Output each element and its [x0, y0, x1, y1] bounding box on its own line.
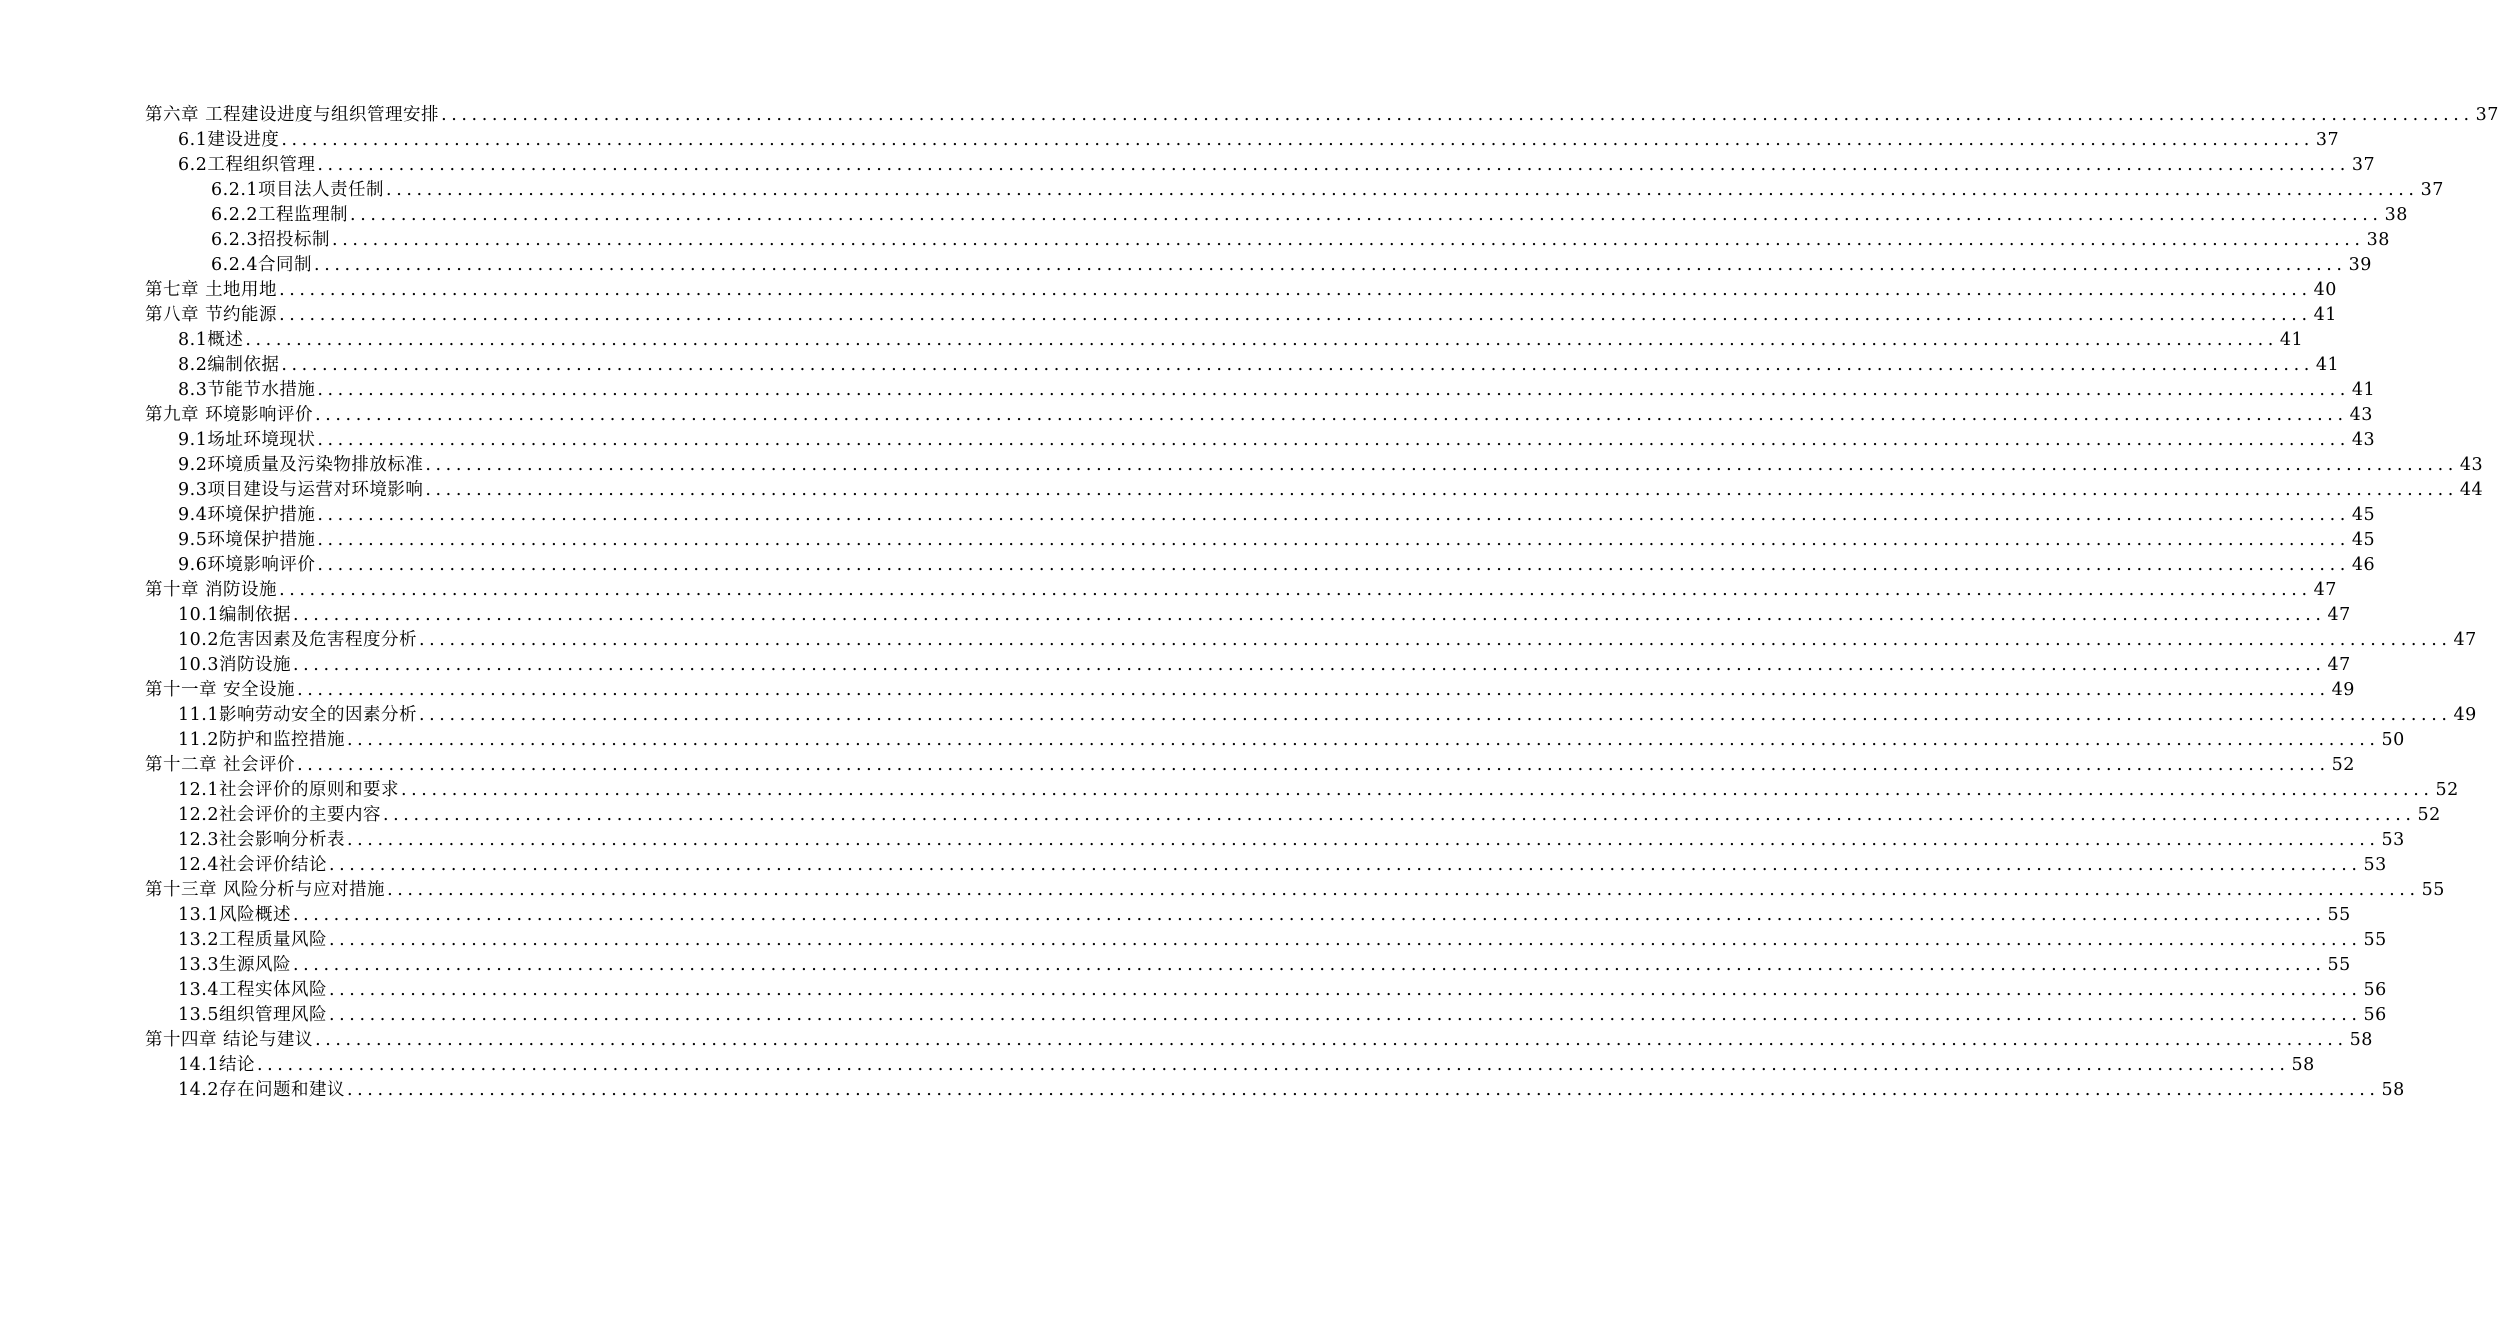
toc-dot-leader: ........................................................................................................................................................................................................ — [317, 430, 2350, 450]
toc-entry-title: 10.2危害因素及危害程度分析 — [178, 630, 417, 650]
toc-section-entry[interactable] — [145, 153, 2376, 178]
toc-page-number: 55 — [2421, 880, 2445, 900]
toc-dot-leader: ........................................................................................................................................................................................................ — [279, 305, 2312, 325]
toc-entry-title: 第七章 土地用地 — [145, 280, 278, 300]
toc-page-number: 37 — [2420, 180, 2444, 200]
toc-chapter-entry[interactable] — [145, 1028, 2373, 1053]
toc-page-number: 43 — [2349, 405, 2373, 425]
toc-dot-leader: ........................................................................................................................................................................................................ — [400, 780, 2434, 800]
toc-section-entry[interactable] — [145, 1003, 2387, 1028]
toc-entry-title: 13.3生源风险 — [178, 955, 291, 975]
toc-section-entry[interactable] — [145, 378, 2376, 403]
toc-dot-leader: ........................................................................................................................................................................................................ — [441, 105, 2474, 125]
toc-page-number: 44 — [2459, 480, 2484, 500]
toc-entry-title: 9.1场址环境现状 — [178, 430, 316, 450]
toc-dot-leader: ........................................................................................................................................................................................................ — [315, 405, 2348, 425]
toc-entry-title: 12.3社会影响分析表 — [178, 830, 345, 850]
toc-entry-title: 13.1风险概述 — [178, 905, 291, 925]
toc-entry-title: 12.4社会评价结论 — [178, 855, 327, 875]
toc-entry-title: 11.1影响劳动安全的因素分析 — [178, 705, 417, 725]
toc-page-number: 47 — [2313, 580, 2337, 600]
toc-page-number: 37 — [2315, 130, 2340, 150]
toc-page-number: 43 — [2459, 455, 2484, 475]
table-of-contents — [145, 103, 2499, 1103]
toc-entry-title: 9.2环境质量及污染物排放标准 — [178, 455, 424, 475]
toc-entry-title: 14.2存在问题和建议 — [178, 1080, 345, 1100]
toc-dot-leader: ........................................................................................................................................................................................................ — [346, 1080, 2380, 1100]
toc-page-number: 41 — [2313, 305, 2337, 325]
toc-dot-leader: ........................................................................................................................................................................................................ — [317, 155, 2350, 175]
toc-section-entry[interactable] — [145, 503, 2376, 528]
toc-section-entry[interactable] — [145, 453, 2484, 478]
toc-chapter-entry[interactable] — [145, 578, 2337, 603]
toc-page-number: 39 — [2348, 255, 2372, 275]
toc-entry-title: 10.3消防设施 — [178, 655, 291, 675]
toc-dot-leader: ........................................................................................................................................................................................................ — [292, 905, 2326, 925]
toc-dot-leader: ........................................................................................................................................................................................................ — [317, 530, 2350, 550]
toc-dot-leader: ........................................................................................................................................................................................................ — [292, 605, 2326, 625]
toc-section-entry[interactable] — [145, 128, 2340, 153]
toc-section-entry[interactable] — [145, 528, 2376, 553]
toc-section-entry[interactable] — [145, 628, 2477, 653]
toc-page-number: 43 — [2351, 430, 2376, 450]
toc-entry-title: 9.5环境保护措施 — [178, 530, 316, 550]
toc-page-number: 37 — [2475, 105, 2499, 125]
toc-page-number: 40 — [2313, 280, 2337, 300]
toc-page-number: 55 — [2327, 955, 2351, 975]
toc-entry-title: 10.1编制依据 — [178, 605, 291, 625]
toc-dot-leader: ........................................................................................................................................................................................................ — [297, 755, 2330, 775]
toc-section-entry[interactable] — [145, 853, 2387, 878]
toc-dot-leader: ........................................................................................................................................................................................................ — [328, 930, 2362, 950]
toc-section-entry[interactable] — [145, 903, 2351, 928]
toc-section-entry[interactable] — [145, 778, 2459, 803]
toc-entry-title: 9.6环境影响评价 — [178, 555, 316, 575]
toc-section-entry[interactable] — [145, 703, 2477, 728]
toc-section-entry[interactable] — [145, 328, 2304, 353]
toc-page-number: 45 — [2351, 530, 2376, 550]
toc-page-number: 47 — [2327, 655, 2351, 675]
toc-dot-leader: ........................................................................................................................................................................................................ — [328, 980, 2362, 1000]
toc-page-number: 53 — [2363, 855, 2387, 875]
toc-section-entry[interactable] — [145, 728, 2405, 753]
toc-page-number: 47 — [2327, 605, 2351, 625]
toc-entry-title: 8.3节能节水措施 — [178, 380, 316, 400]
toc-entry-title: 第十一章 安全设施 — [145, 680, 296, 700]
toc-entry-title: 第六章 工程建设进度与组织管理安排 — [145, 105, 440, 125]
toc-chapter-entry[interactable] — [145, 403, 2373, 428]
toc-dot-leader: ........................................................................................................................................................................................................ — [346, 830, 2380, 850]
toc-dot-leader: ........................................................................................................................................................................................................ — [279, 280, 2312, 300]
toc-entry-title: 第八章 节约能源 — [145, 305, 278, 325]
toc-page-number: 58 — [2349, 1030, 2373, 1050]
toc-dot-leader: ........................................................................................................................................................................................................ — [317, 505, 2350, 525]
toc-dot-leader: ........................................................................................................................................................................................................ — [350, 205, 2383, 225]
toc-entry-title: 6.1建设进度 — [178, 130, 280, 150]
toc-section-entry[interactable] — [145, 828, 2405, 853]
toc-dot-leader: ........................................................................................................................................................................................................ — [315, 1030, 2348, 1050]
toc-dot-leader: ........................................................................................................................................................................................................ — [346, 730, 2380, 750]
toc-entry-title: 13.4工程实体风险 — [178, 980, 327, 1000]
toc-page-number: 52 — [2435, 780, 2459, 800]
toc-page-number: 56 — [2363, 1005, 2387, 1025]
toc-entry-title: 6.2.4合同制 — [211, 255, 313, 275]
toc-dot-leader: ........................................................................................................................................................................................................ — [317, 380, 2350, 400]
toc-chapter-entry[interactable] — [145, 753, 2355, 778]
toc-subsection-entry[interactable] — [145, 253, 2372, 278]
toc-dot-leader: ........................................................................................................................................................................................................ — [281, 355, 2314, 375]
toc-section-entry[interactable] — [145, 478, 2484, 503]
toc-entry-title: 9.3项目建设与运营对环境影响 — [178, 480, 424, 500]
toc-entry-title: 9.4环境保护措施 — [178, 505, 316, 525]
toc-entry-title: 13.5组织管理风险 — [178, 1005, 327, 1025]
toc-section-entry[interactable] — [145, 353, 2340, 378]
toc-page-number: 38 — [2384, 205, 2408, 225]
toc-entry-title: 第十四章 结论与建议 — [145, 1030, 314, 1050]
toc-page-number: 47 — [2453, 630, 2477, 650]
toc-section-entry[interactable] — [145, 428, 2376, 453]
toc-dot-leader: ........................................................................................................................................................................................................ — [292, 655, 2326, 675]
toc-dot-leader: ........................................................................................................................................................................................................ — [425, 480, 2458, 500]
toc-dot-leader: ........................................................................................................................................................................................................ — [418, 630, 2452, 650]
toc-dot-leader: ........................................................................................................................................................................................................ — [328, 855, 2362, 875]
toc-section-entry[interactable] — [145, 803, 2441, 828]
toc-dot-leader: ........................................................................................................................................................................................................ — [256, 1055, 2290, 1075]
toc-subsection-entry[interactable] — [145, 178, 2444, 203]
toc-page-number: 49 — [2453, 705, 2477, 725]
toc-dot-leader: ........................................................................................................................................................................................................ — [297, 680, 2330, 700]
toc-section-entry[interactable] — [145, 953, 2351, 978]
toc-dot-leader: ........................................................................................................................................................................................................ — [386, 180, 2419, 200]
toc-chapter-entry[interactable] — [145, 303, 2337, 328]
toc-page-number: 52 — [2417, 805, 2441, 825]
toc-dot-leader: ........................................................................................................................................................................................................ — [317, 555, 2350, 575]
toc-dot-leader: ........................................................................................................................................................................................................ — [281, 130, 2314, 150]
toc-section-entry[interactable] — [145, 928, 2387, 953]
toc-dot-leader: ........................................................................................................................................................................................................ — [387, 880, 2420, 900]
toc-page-number: 50 — [2381, 730, 2405, 750]
toc-dot-leader: ........................................................................................................................................................................................................ — [382, 805, 2416, 825]
toc-page-number: 41 — [2351, 380, 2376, 400]
toc-dot-leader: ........................................................................................................................................................................................................ — [292, 955, 2326, 975]
toc-dot-leader: ........................................................................................................................................................................................................ — [245, 330, 2278, 350]
toc-section-entry[interactable] — [145, 653, 2351, 678]
toc-entry-title: 8.2编制依据 — [178, 355, 280, 375]
toc-chapter-entry[interactable] — [145, 678, 2355, 703]
toc-page-number: 41 — [2279, 330, 2304, 350]
toc-entry-title: 6.2工程组织管理 — [178, 155, 316, 175]
toc-page-number: 52 — [2331, 755, 2355, 775]
toc-chapter-entry[interactable] — [145, 878, 2445, 903]
toc-entry-title: 第九章 环境影响评价 — [145, 405, 314, 425]
toc-section-entry[interactable] — [145, 1053, 2315, 1078]
toc-dot-leader: ........................................................................................................................................................................................................ — [314, 255, 2347, 275]
toc-section-entry[interactable] — [145, 553, 2376, 578]
toc-dot-leader: ........................................................................................................................................................................................................ — [425, 455, 2458, 475]
toc-entry-title: 6.2.1项目法人责任制 — [211, 180, 385, 200]
toc-page-number: 37 — [2351, 155, 2376, 175]
toc-dot-leader: ........................................................................................................................................................................................................ — [418, 705, 2452, 725]
toc-entry-title: 12.1社会评价的原则和要求 — [178, 780, 399, 800]
toc-page-number: 41 — [2315, 355, 2340, 375]
toc-chapter-entry[interactable] — [145, 103, 2499, 128]
toc-page-number: 55 — [2327, 905, 2351, 925]
toc-dot-leader: ........................................................................................................................................................................................................ — [332, 230, 2365, 250]
toc-entry-title: 11.2防护和监控措施 — [178, 730, 345, 750]
toc-page-number: 49 — [2331, 680, 2355, 700]
toc-entry-title: 第十三章 风险分析与应对措施 — [145, 880, 386, 900]
toc-entry-title: 6.2.2工程监理制 — [211, 205, 349, 225]
toc-page-number: 56 — [2363, 980, 2387, 1000]
toc-entry-title: 第十二章 社会评价 — [145, 755, 296, 775]
toc-section-entry[interactable] — [145, 1078, 2405, 1103]
toc-dot-leader: ........................................................................................................................................................................................................ — [328, 1005, 2362, 1025]
toc-entry-title: 14.1结论 — [178, 1055, 255, 1075]
toc-page-number: 46 — [2351, 555, 2376, 575]
toc-page-number: 55 — [2363, 930, 2387, 950]
toc-section-entry[interactable] — [145, 603, 2351, 628]
toc-chapter-entry[interactable] — [145, 278, 2337, 303]
toc-entry-title: 第十章 消防设施 — [145, 580, 278, 600]
toc-page-number: 58 — [2381, 1080, 2405, 1100]
toc-entry-title: 12.2社会评价的主要内容 — [178, 805, 381, 825]
toc-subsection-entry[interactable] — [145, 203, 2408, 228]
toc-page-number: 38 — [2366, 230, 2390, 250]
toc-entry-title: 13.2工程质量风险 — [178, 930, 327, 950]
toc-page-number: 58 — [2291, 1055, 2315, 1075]
toc-subsection-entry[interactable] — [145, 228, 2390, 253]
toc-page-number: 53 — [2381, 830, 2405, 850]
toc-section-entry[interactable] — [145, 978, 2387, 1003]
toc-page-number: 45 — [2351, 505, 2376, 525]
toc-entry-title: 8.1概述 — [178, 330, 244, 350]
toc-entry-title: 6.2.3招投标制 — [211, 230, 331, 250]
toc-dot-leader: ........................................................................................................................................................................................................ — [279, 580, 2312, 600]
